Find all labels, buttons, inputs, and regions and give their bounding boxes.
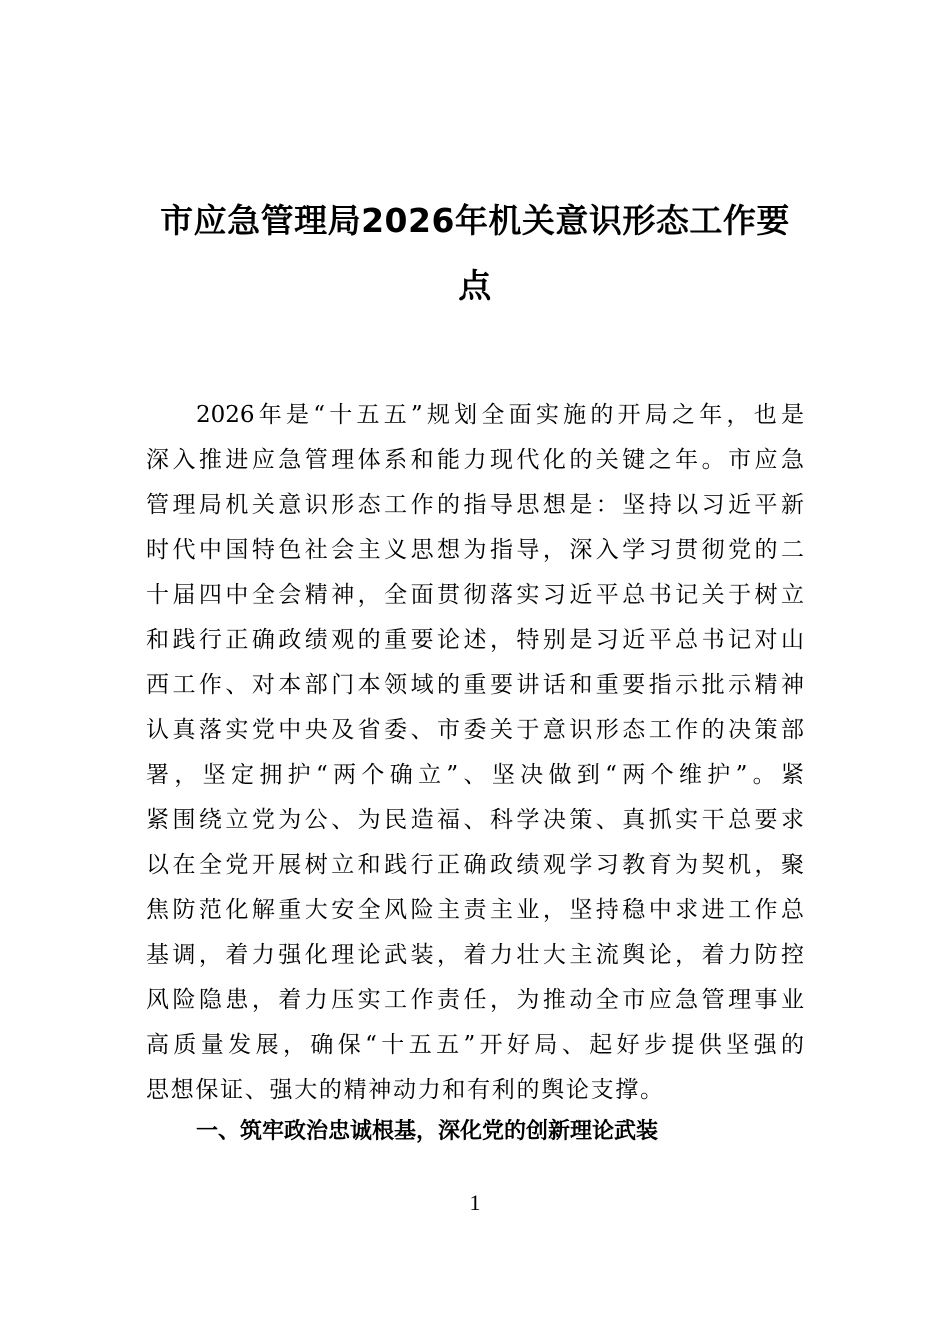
body-line: 风险隐患，着力压实工作责任，为推动全市应急管理事业 (146, 987, 804, 1013)
body-line: 和践行正确政绩观的重要论述，特别是习近平总书记对山 (146, 627, 804, 653)
body-line: 焦防范化解重大安全风险主责主业，坚持稳中求进工作总 (146, 897, 804, 923)
body-line: 十届四中全会精神，全面贯彻落实习近平总书记关于树立 (146, 582, 804, 608)
body-line: 2026年是“十五五”规划全面实施的开局之年，也是 (196, 402, 804, 428)
body-line: 署，坚定拥护“两个确立”、坚决做到“两个维护”。紧 (146, 762, 804, 788)
body-line: 紧围绕立党为公、为民造福、科学决策、真抓实干总要求 (146, 807, 804, 833)
body-line: 深入推进应急管理体系和能力现代化的关键之年。市应急 (146, 447, 804, 473)
body-line: 高质量发展，确保“十五五”开好局、起好步提供坚强的 (146, 1032, 804, 1058)
body-line: 管理局机关意识形态工作的指导思想是：坚持以习近平新 (146, 492, 804, 518)
body-line: 西工作、对本部门本领域的重要讲话和重要指示批示精神 (146, 672, 804, 698)
page-number: 1 (469, 1190, 481, 1215)
body-line: 思想保证、强大的精神动力和有利的舆论支撑。 (146, 1077, 665, 1103)
body-line: 以在全党开展树立和践行正确政绩观学习教育为契机，聚 (146, 852, 804, 878)
document-title-line-1: 市应急管理局2026年机关意识形态工作要 (160, 201, 790, 240)
body-line: 认真落实党中央及省委、市委关于意识形态工作的决策部 (146, 717, 804, 743)
document-title-line-2: 点 (458, 266, 492, 305)
body-line: 时代中国特色社会主义思想为指导，深入学习贯彻党的二 (146, 537, 804, 563)
section-heading: 一、筑牢政治忠诚根基，深化党的创新理论武装 (196, 1119, 659, 1144)
body-line: 基调，着力强化理论武装，着力壮大主流舆论，着力防控 (146, 942, 804, 968)
